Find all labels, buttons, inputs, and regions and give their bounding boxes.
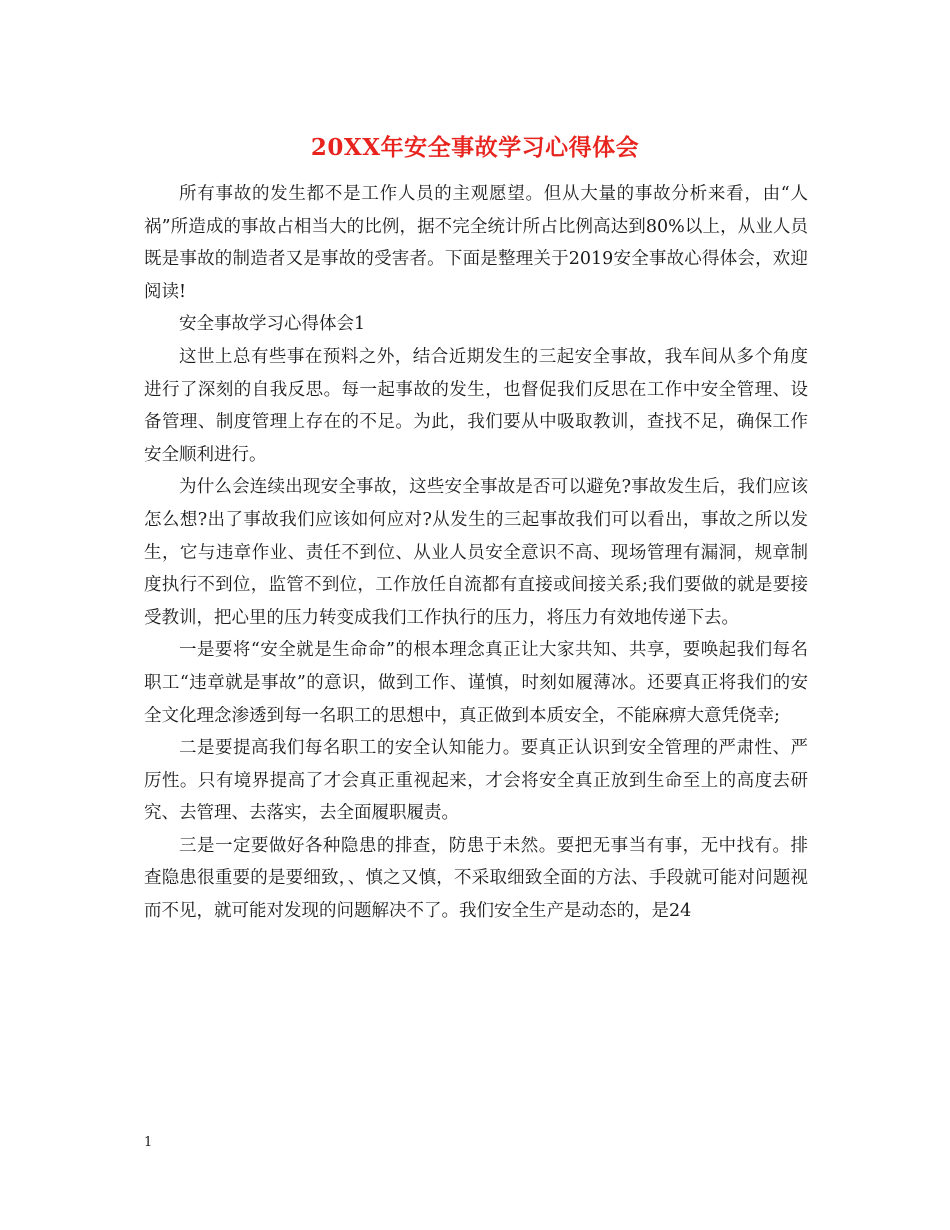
paragraph: 三是一定要做好各种隐患的排查，防患于未然。要把无事当有事，无中找有。排查隐患很重要的是要细致，、慎之又慎，不采取细致全面的方法、手段就可能对问题视而不见，就可能对发现的问题解决不了。我们安全生产是动态的，是24 [144,835,808,922]
document-body [144,178,808,928]
document-title: 20XX年安全事故学习心得体会 [310,134,640,161]
paragraph: 为什么会连续出现安全事故，这些安全事故是否可以避免?事故发生后，我们应该怎么想?出了事故我们应该如何应对?从发生的三起事故我们可以看出，事故之所以发生，它与违章作业、责任不到位、从业人员安全意识不高、现场管理有漏洞，规章制度执行不到位，监管不到位，工作放任自流都有直接或间接关系;我们要做的就是要接受教训，把心里的压力转变成我们工作执行的压力，将压力有效地传递下去。 [144,477,808,628]
paragraph: 一是要将“安全就是生命命”的根本理念真正让大家共知、共享，要唤起我们每名职工“违章就是事故”的意识，做到工作、谨慎，时刻如履薄冰。还要真正将我们的安全文化理念渗透到每一名职工的思想中，真正做到本质安全，不能麻痹大意凭侥幸; [144,640,808,726]
paragraph: 二是要提高我们每名职工的安全认知能力。要真正认识到安全管理的严肃性、严厉性。只有境界提高了才会真正重视起来，才会将安全真正放到生命至上的高度去研究、去管理、去落实，去全面履职履责。 [144,738,808,824]
section-heading: 安全事故学习心得体会1 [179,314,366,335]
paragraph-intro: 所有事故的发生都不是工作人员的主观愿望。但从大量的事故分析来看，由“人祸”所造成的事故占相当大的比例，据不完全统计所占比例高达到80%以上，从业人员既是事故的制造者又是事故的受害者。下面是整理关于2019安全事故心得体会，欢迎阅读! [144,184,808,302]
paragraph: 这世上总有些事在预料之外，结合近期发生的三起安全事故，我车间从多个角度进行了深刻的自我反思。每一起事故的发生，也督促我们反思在工作中安全管理、设备管理、制度管理上存在的不足。为此，我们要从中吸取教训，查找不足，确保工作安全顺利进行。 [144,346,808,465]
page-number: 1 [144,1135,153,1150]
